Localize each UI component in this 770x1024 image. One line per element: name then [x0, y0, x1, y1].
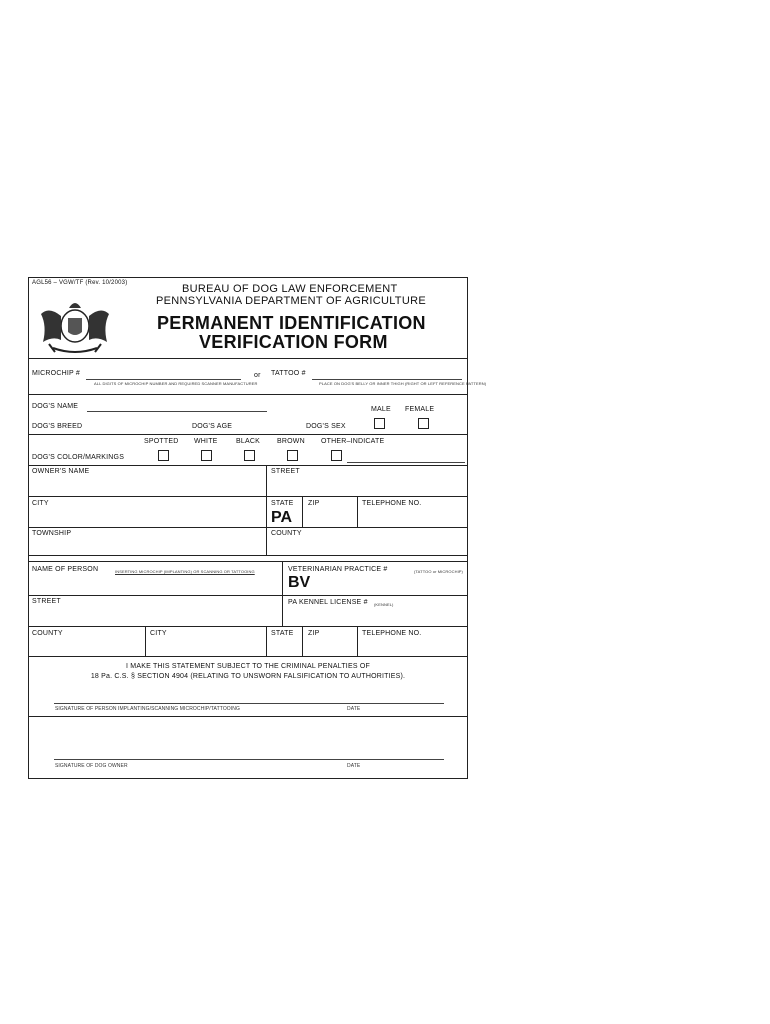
brown-label: BROWN	[277, 438, 305, 445]
owner-city-label: CITY	[32, 500, 49, 507]
date-label-1: DATE	[347, 706, 361, 712]
implanter-signature-label: SIGNATURE OF PERSON IMPLANTING/SCANNING MICROCHIP/TATTOOING	[55, 706, 240, 712]
black-checkbox[interactable]	[244, 450, 255, 461]
tattoo-note: PLACE ON DOG'S BELLY OR INNER THIGH (RIGHT OR LEFT REFERENCE PATTERN)	[319, 381, 487, 386]
form-id: AGL56 – VGW/TF (Rev. 10/2003)	[32, 280, 128, 286]
implanter-name-note: INSERTING MICROCHIP (IMPLANTING) OR SCANNING OR TATTOOING	[115, 569, 255, 574]
kennel-license-label: PA KENNEL LICENSE #	[288, 599, 368, 606]
vet-practice-note: (TATTOO or MICROCHIP)	[414, 569, 463, 574]
dog-name-label: DOG'S NAME	[32, 403, 79, 410]
implanter-signature-line[interactable]	[54, 703, 444, 704]
agency-name: BUREAU OF DOG LAW ENFORCEMENT	[182, 283, 398, 295]
dog-color-label: DOG'S COLOR/MARKINGS	[32, 454, 125, 461]
statement-line2: 18 Pa. C.S. § SECTION 4904 (RELATING TO UNSWORN FALSIFICATION TO AUTHORITIES).	[90, 673, 406, 680]
implanter-phone-label: TELEPHONE NO.	[362, 630, 422, 637]
black-label: BLACK	[236, 438, 260, 445]
department-name: PENNSYLVANIA DEPARTMENT OF AGRICULTURE	[156, 295, 426, 307]
dog-sex-label: DOG'S SEX	[306, 423, 346, 430]
owner-state-label: STATE	[271, 500, 294, 507]
owner-signature-label: SIGNATURE OF DOG OWNER	[55, 763, 128, 769]
dog-breed-label: DOG'S BREED	[32, 423, 83, 430]
brown-checkbox[interactable]	[287, 450, 298, 461]
tattoo-label: TATTOO #	[271, 370, 306, 377]
owner-phone-label: TELEPHONE NO.	[362, 500, 422, 507]
owner-state-value: PA	[271, 509, 293, 526]
female-checkbox[interactable]	[418, 418, 429, 429]
owner-name-label: OWNER'S NAME	[32, 468, 90, 475]
owner-township-label: TOWNSHIP	[32, 530, 72, 537]
implanter-state-label: STATE	[271, 630, 294, 637]
microchip-field[interactable]	[86, 379, 241, 380]
other-checkbox[interactable]	[331, 450, 342, 461]
microchip-note: ALL DIGITS OF MICROCHIP NUMBER AND REQUIRED SCANNER MANUFACTURER	[94, 381, 258, 386]
male-checkbox[interactable]	[374, 418, 385, 429]
verification-form	[28, 277, 487, 779]
vet-practice-label: VETERINARIAN PRACTICE #	[288, 566, 388, 573]
spotted-checkbox[interactable]	[158, 450, 169, 461]
spotted-label: SPOTTED	[144, 438, 179, 445]
implanter-street-label: STREET	[32, 598, 61, 605]
vet-practice-prefix: BV	[288, 574, 311, 591]
form-title-line1: PERMANENT IDENTIFICATION	[157, 313, 426, 333]
dog-age-label: DOG'S AGE	[192, 423, 233, 430]
female-label: FEMALE	[405, 406, 435, 413]
dog-name-field[interactable]	[87, 411, 267, 412]
statement-line1: I MAKE THIS STATEMENT SUBJECT TO THE CRIMINAL PENALTIES OF	[126, 663, 370, 670]
kennel-license-note: (KENNEL)	[374, 602, 394, 607]
owner-signature-line[interactable]	[54, 759, 444, 760]
owner-county-label: COUNTY	[271, 530, 302, 537]
date-label-2: DATE	[347, 763, 361, 769]
other-color-field[interactable]	[347, 462, 465, 463]
owner-street-label: STREET	[271, 468, 300, 475]
male-label: MALE	[371, 406, 391, 413]
microchip-label: MICROCHIP #	[32, 370, 80, 377]
white-label: WHITE	[194, 438, 218, 445]
owner-zip-label: ZIP	[308, 500, 320, 507]
tattoo-field[interactable]	[312, 379, 462, 380]
implanter-zip-label: ZIP	[308, 630, 320, 637]
implanter-city-label: CITY	[150, 630, 167, 637]
pennsylvania-seal-icon	[35, 296, 115, 358]
implanter-county-label: COUNTY	[32, 630, 63, 637]
white-checkbox[interactable]	[201, 450, 212, 461]
implanter-name-label: NAME OF PERSON	[32, 566, 99, 573]
form-title-line2: VERIFICATION FORM	[199, 332, 388, 352]
or-label: or	[254, 372, 261, 379]
other-label: OTHER–INDICATE	[321, 438, 385, 445]
